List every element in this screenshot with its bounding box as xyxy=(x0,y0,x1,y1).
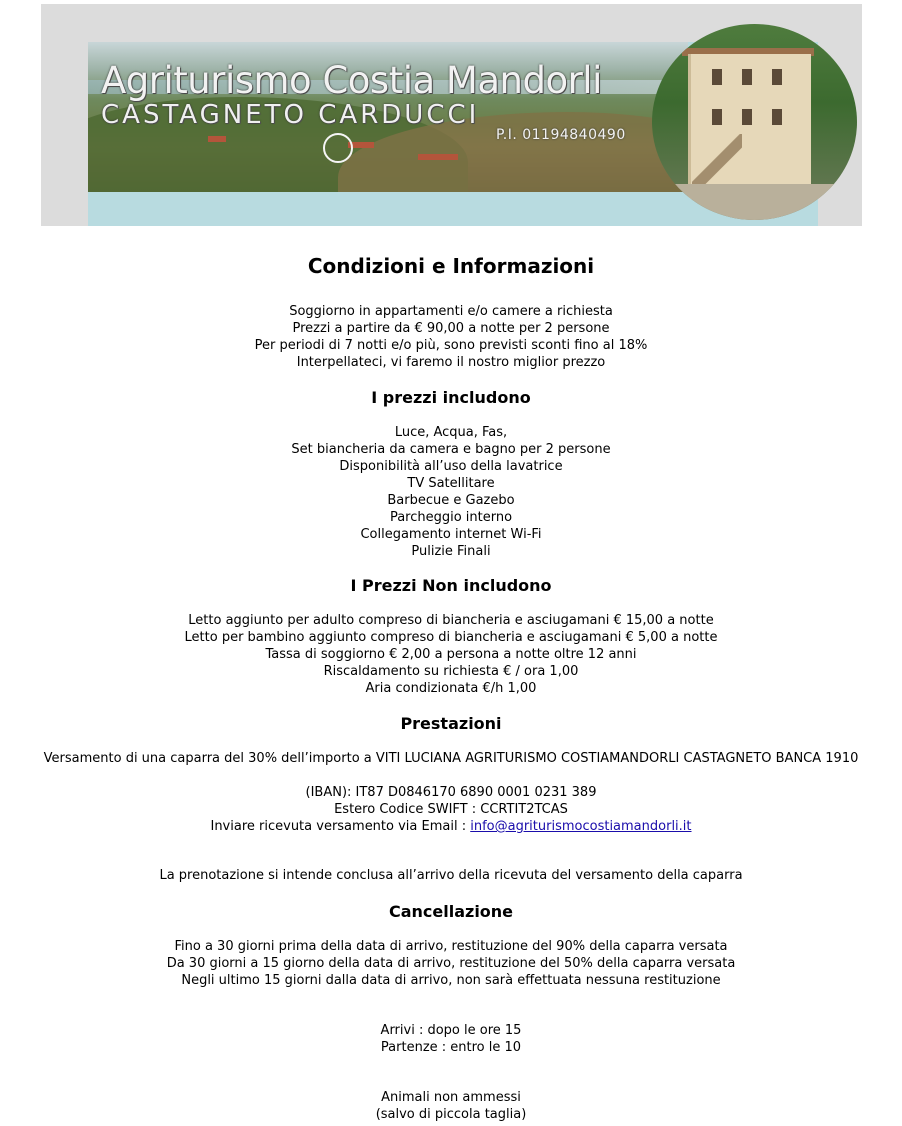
intro-line: Prezzi a partire da € 90,00 a notte per 2 persone xyxy=(292,321,610,336)
email-label: Inviare ricevuta versamento via Email : xyxy=(210,819,471,834)
intro-line: Interpellateci, vi faremo il nostro miglior prezzo xyxy=(296,355,606,370)
list-item: Aria condizionata €/h 1,00 xyxy=(365,681,537,696)
email-line xyxy=(0,818,902,835)
swift-line: Estero Codice SWIFT : CCRTIT2TCAS xyxy=(334,802,568,817)
arrivals-line: Arrivi : dopo le ore 15 xyxy=(380,1023,522,1038)
page-title: Condizioni e Informazioni xyxy=(307,254,595,278)
intro-line: Soggiorno in appartamenti e/o camere a richiesta xyxy=(289,304,613,319)
banner-vat-number: P.I. 01194840490 xyxy=(496,127,626,143)
departures-line: Partenze : entro le 10 xyxy=(380,1040,522,1055)
included-heading: I prezzi includono xyxy=(371,388,531,407)
list-item: Barbecue e Gazebo xyxy=(387,493,515,508)
payment-details xyxy=(0,784,902,835)
included-list xyxy=(0,424,902,560)
email-link[interactable]: info@agriturismocostiamandorli.it xyxy=(470,819,692,834)
cancellation-heading: Cancellazione xyxy=(388,902,514,921)
cancellation-list xyxy=(0,938,902,989)
list-item: Collegamento internet Wi-Fi xyxy=(360,527,542,542)
circle-icon xyxy=(323,133,353,163)
list-item: TV Satellitare xyxy=(407,476,495,491)
pets-line: Animali non ammessi xyxy=(381,1090,521,1105)
list-item: Parcheggio interno xyxy=(389,510,513,525)
list-item: Negli ultimo 15 giorni dalla data di arrivo, non sarà effettuata nessuna restituzione xyxy=(181,973,721,988)
checkin-times xyxy=(0,1022,902,1056)
booking-note: La prenotazione si intende conclusa all’arrivo della ricevuta del versamento della caparra xyxy=(159,868,743,883)
not-included-heading: I Prezzi Non includono xyxy=(350,576,552,595)
banner-title: Agriturismo Costia Mandorli xyxy=(101,59,602,102)
banner-subtitle: CASTAGNETO CARDUCCI xyxy=(101,100,480,130)
list-item: Letto per bambino aggiunto compreso di biancheria e asciugamani € 5,00 a notte xyxy=(184,630,718,645)
services-heading: Prestazioni xyxy=(400,714,502,733)
deposit-text: Versamento di una caparra del 30% dell’importo a VITI LUCIANA AGRITURISMO COSTIAMANDORLI CASTAGNETO BANCA 1910 xyxy=(43,751,859,766)
list-item: Letto aggiunto per adulto compreso di biancheria e asciugamani € 15,00 a notte xyxy=(188,613,714,628)
list-item: Da 30 giorni a 15 giorno della data di arrivo, restituzione del 50% della caparra versata xyxy=(166,956,736,971)
intro-line: Per periodi di 7 notti e/o più, sono previsti sconti fino al 18% xyxy=(254,338,648,353)
pets-policy xyxy=(0,1089,902,1123)
pets-line: (salvo di piccola taglia) xyxy=(375,1107,527,1122)
not-included-list xyxy=(0,612,902,697)
list-item: Riscaldamento su richiesta € / ora 1,00 xyxy=(323,664,579,679)
list-item: Luce, Acqua, Fas, xyxy=(394,425,508,440)
list-item: Fino a 30 giorni prima della data di arrivo, restituzione del 90% della caparra versata xyxy=(174,939,728,954)
villa-photo xyxy=(652,24,857,220)
list-item: Disponibilità all’uso della lavatrice xyxy=(339,459,563,474)
list-item: Tassa di soggiorno € 2,00 a persona a notte oltre 12 anni xyxy=(265,647,637,662)
iban-line: (IBAN): IT87 D0846170 6890 0001 0231 389 xyxy=(305,785,597,800)
header-banner xyxy=(41,4,862,226)
intro-section xyxy=(0,303,902,371)
list-item: Set biancheria da camera e bagno per 2 persone xyxy=(291,442,611,457)
list-item: Pulizie Finali xyxy=(411,544,491,559)
